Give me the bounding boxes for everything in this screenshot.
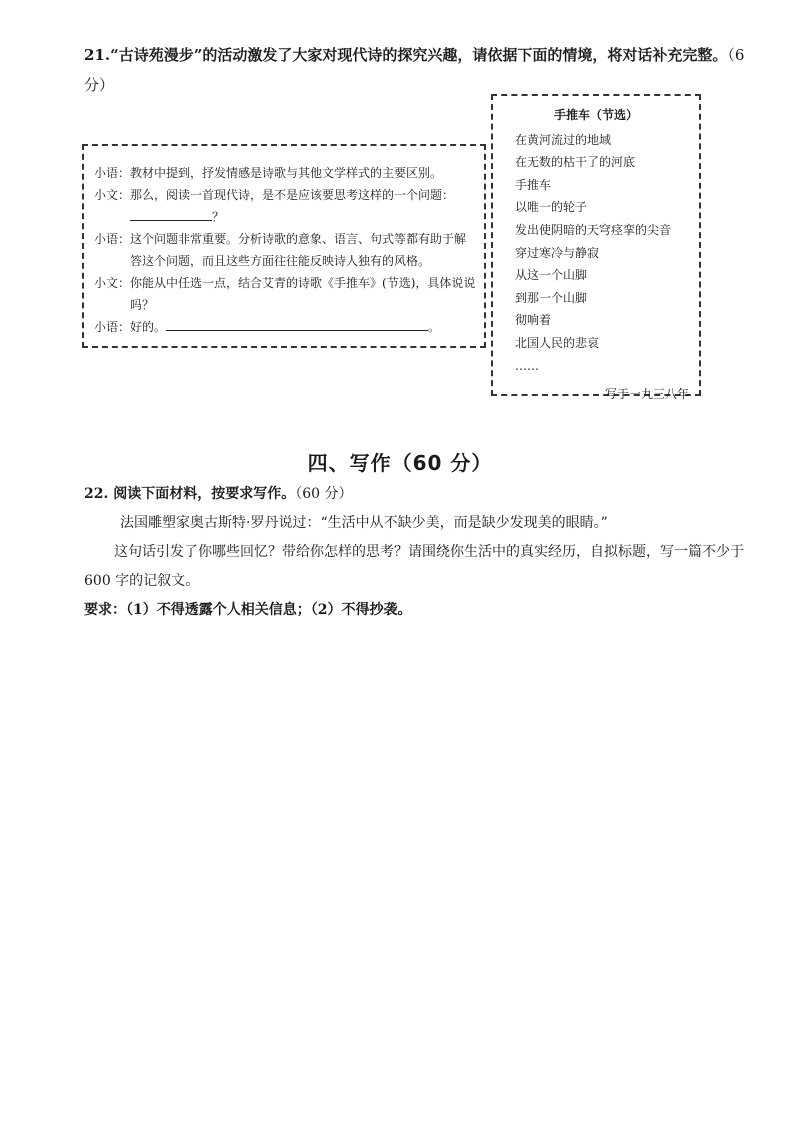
poem-date: 写于一九三八年	[604, 387, 689, 402]
speaker: 小语：	[94, 232, 131, 246]
speaker: 小文：	[94, 276, 131, 290]
dialog-text: 你能从中任选一点，结合艾青的诗歌《手推车》(节选)，具体说说吗？	[130, 276, 476, 312]
poem-line: 穿过寒冷与静寂	[515, 245, 600, 260]
dialog-line	[94, 272, 476, 316]
poem-box	[491, 94, 701, 402]
poem-line: 从这一个山脚	[515, 268, 588, 283]
poem-line: 在无数的枯干了的河底	[515, 155, 636, 170]
poem-line: 手推车	[515, 177, 552, 192]
question-22-quote: 法国雕塑家奥古斯特·罗丹说过：“生活中从不缺少美，而是缺少发现美的眼睛。”	[120, 515, 608, 531]
poem-line: 到那一个山脚	[515, 290, 588, 305]
question-22-task: 这句话引发了你哪些回忆？带给你怎样的思考？请围绕你生活中的真实经历，自拟标题，写一篇不少于 600 字的记叙文。	[84, 544, 744, 589]
dialog-text: 那么，阅读一首现代诗，是不是应该要思考这样的一个问题：	[130, 188, 455, 202]
poem-title: 手推车（节选）	[553, 108, 638, 122]
dialog-text: 教材中提到，抒发情感是诗歌与其他文学样式的主要区别。	[130, 166, 443, 180]
dialog-text: 这个问题非常重要。分析诗歌的意象、语言、句式等都有助于解答这个问题，而且这些方面往往能反映诗人独有的风格。	[130, 232, 467, 268]
dialog-blank-line	[94, 206, 476, 228]
end-mark: 。	[428, 320, 441, 334]
question-21	[84, 40, 764, 100]
dialog-line	[94, 162, 476, 184]
question-mark: ？	[212, 210, 225, 224]
question-21-points: （6 分）	[84, 46, 745, 94]
speaker: 小语：	[94, 166, 131, 180]
answer-blank-analysis[interactable]	[166, 316, 428, 331]
speaker: 小文：	[94, 188, 131, 202]
question-22-points: （60 分）	[295, 486, 353, 502]
poem-line: 在黄河流过的地域	[515, 132, 612, 147]
poem-line: 北国人民的悲哀	[515, 335, 600, 350]
question-22	[84, 480, 764, 625]
requirements-label: 要求：	[84, 602, 126, 618]
requirements-text: （1）不得透露个人相关信息；（2）不得抄袭。	[126, 602, 412, 618]
section-title: 四、写作（60 分）	[307, 451, 493, 475]
question-22-head: 22. 阅读下面材料，按要求写作。	[84, 486, 296, 502]
dialog-box	[82, 144, 486, 348]
poem-line: 彻响着	[515, 313, 552, 328]
poem-line: 以唯一的轮子	[515, 200, 588, 215]
question-21-prompt: 21.“古诗苑漫步”的活动激发了大家对现代诗的探究兴趣，请依据下面的情境，将对话补充完整。	[84, 46, 728, 64]
dialog-line	[94, 316, 476, 338]
poem-line: 发出使阴暗的天穹痉挛的尖音	[515, 222, 672, 237]
answer-blank-question[interactable]	[130, 206, 212, 221]
dialog-line	[94, 228, 476, 272]
dialog-text: 好的。	[130, 320, 167, 334]
dialog-line	[94, 184, 476, 206]
speaker: 小语：	[94, 320, 131, 334]
poem-line: ……	[515, 358, 539, 373]
